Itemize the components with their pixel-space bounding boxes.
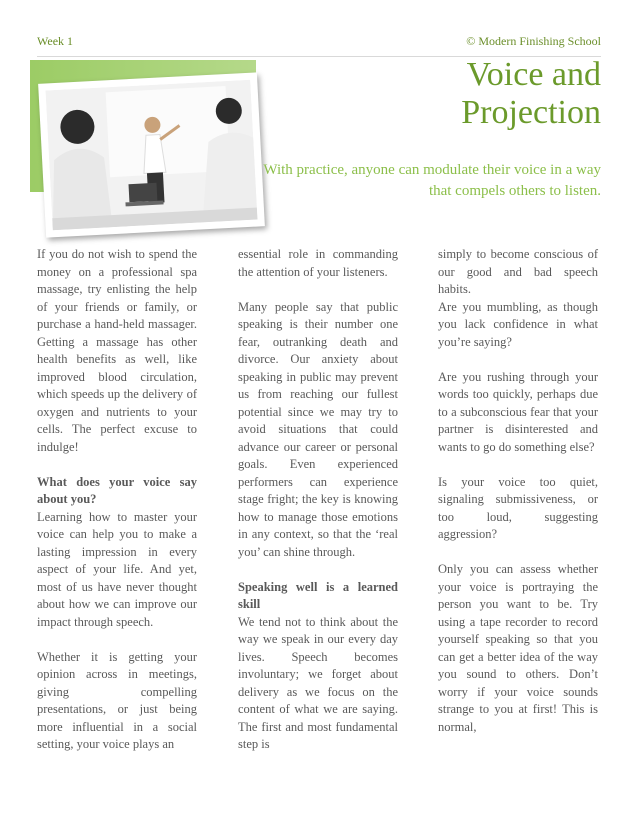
col2-paragraph-1: essential role in commanding the attention of your listeners.	[238, 247, 398, 279]
column-1	[37, 246, 197, 754]
column-2	[238, 246, 398, 754]
col3-paragraph-1: simply to become conscious of our good and bad speech habits.	[438, 247, 598, 296]
photo-frame	[38, 72, 265, 237]
col2-paragraph-3: We tend not to think about the way we speak in our every day lives. Speech becomes involuntary; we forget about delivery as we focus on the content of what we are saying. The first and most fundamental step is	[238, 614, 398, 751]
page-subtitle: With practice, anyone can modulate their voice in a way that compels others to listen.	[263, 162, 601, 199]
col3-paragraph-5: Only you can assess whether your voice is portraying the person you want to be. Try using a tape recorder to record yourself speaking so that you can get a better idea of the way you sound to others. Don’t worry if your voice sounds strange to you at first! This is normal,	[438, 562, 598, 734]
col3-paragraph-3: Are you rushing through your words too quickly, perhaps due to a subconscious fear that your partner is disinterested and wants to go do something else?	[438, 369, 598, 454]
col1-paragraph-2: Learning how to master your voice can help you to make a lasting impression in every aspect of your life. And yet, most of us have never thought about how we can improve our impact through speech.	[37, 509, 197, 629]
col2-heading-skill: Speaking well is a learned skill	[238, 579, 398, 611]
col1-paragraph-3: Whether it is getting your opinion across in meetings, giving compelling presentations, or just being more influential in a social setting, your voice plays an	[37, 649, 197, 751]
page-title	[301, 56, 601, 132]
col3-paragraph-2: Are you mumbling, as though you lack confidence in what you’re saying?	[438, 299, 598, 349]
week-label: Week 1	[37, 34, 74, 48]
col3-paragraph-4: Is your voice too quiet, signaling submissiveness, or too loud, suggesting aggression?	[438, 474, 598, 541]
col2-paragraph-2: Many people say that public speaking is their number one fear, outranking death and divorce. Our anxiety about speaking in public may prevent us from reaching our fullest potential since we may try to avoid situations that could advance our career or personal goals. Even experienced performers can experience stage fright; the key is knowing how to manage those emotions in any context, so that the ‘real you’ can shine through.	[238, 299, 398, 559]
copyright-label: © Modern Finishing School	[466, 34, 601, 48]
column-3	[438, 246, 598, 736]
col1-paragraph-1: If you do not wish to spend the money on a professional spa massage, try enlisting the help of your friends or family, or purchase a hand-held massager. Getting a massage has other health benefits as well, like improved blood circulation, which speeds up the delivery of oxygen and nutrients to your cells. The perfect excuse to indulge!	[37, 247, 197, 454]
title-line-1: Voice and	[466, 56, 601, 93]
col1-heading-voice: What does your voice say about you?	[37, 474, 197, 506]
title-line-2: Projection	[461, 94, 601, 131]
presentation-photo	[45, 80, 257, 231]
